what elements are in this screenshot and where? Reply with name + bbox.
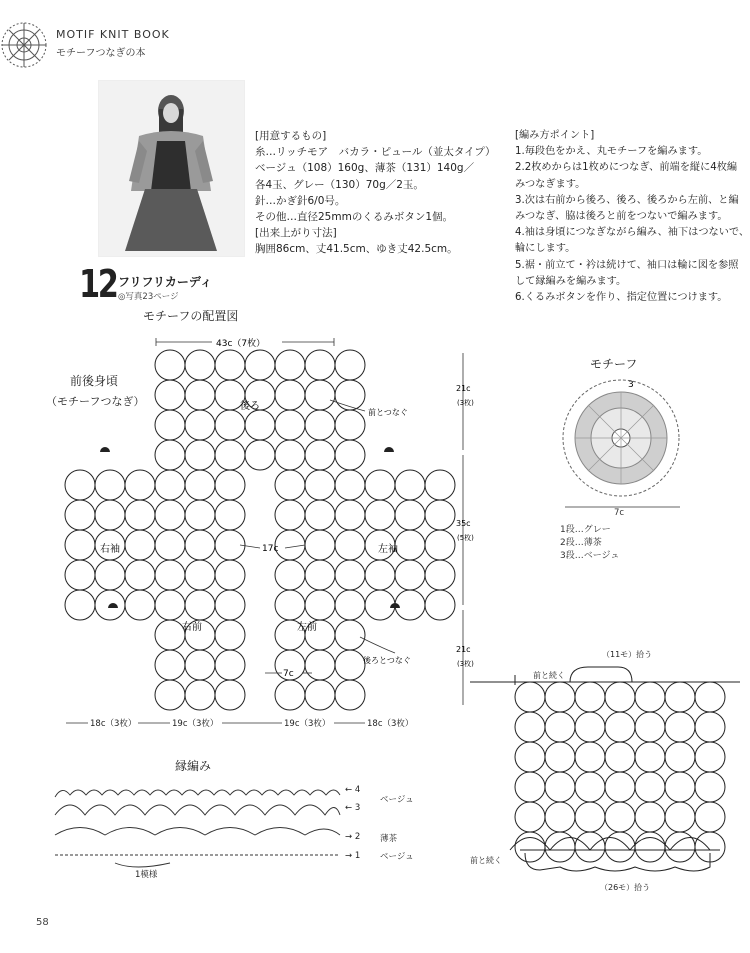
motif-circle [335, 350, 365, 380]
edging-row-arrow-2: → 2 [345, 832, 361, 842]
body-section-label: 前後身頃 [70, 374, 119, 388]
motif-title: モチーフ [590, 357, 638, 371]
dim-17c: 17c [262, 544, 279, 554]
knitting-points [515, 128, 750, 306]
motif-circle [335, 500, 365, 530]
motif-circle [425, 470, 455, 500]
materials-line: [用意するもの] [255, 130, 327, 142]
motif-circle [125, 530, 155, 560]
motif-circle [305, 470, 335, 500]
cuff-motif-circle [695, 772, 725, 802]
cuff-motif-circle [515, 832, 545, 862]
header-motif-icon [0, 14, 52, 76]
cuff-motif-circle [545, 802, 575, 832]
cuff-motif-circle [515, 802, 545, 832]
points-line: 3.次は右前から後ろ、後ろ、後ろから左前、と編 [515, 194, 739, 206]
cuff-bottom-continue: 前と続く [470, 856, 502, 865]
cuff-motif-circle [605, 682, 635, 712]
motif-circle [305, 650, 335, 680]
motif-circle [335, 560, 365, 590]
legend-round-3: 3段…ベージュ [560, 551, 620, 561]
pattern-number: 12 [79, 262, 117, 306]
motif-circle [185, 530, 215, 560]
motif-circle [275, 410, 305, 440]
motif-circle [305, 560, 335, 590]
motif-circle [335, 470, 365, 500]
motif-circle [275, 440, 305, 470]
motif-circle [155, 620, 185, 650]
motif-circle [245, 350, 275, 380]
dim-h3-b: (3枚) [457, 660, 474, 668]
points-line: 5.裾・前立て・衿は続けて、袖口は輪に図を参照 [515, 259, 739, 271]
motif-circle [185, 380, 215, 410]
motif-circle [155, 590, 185, 620]
motif-circle [395, 590, 425, 620]
motif-circle [275, 680, 305, 710]
right-front-label: 右前 [182, 622, 202, 633]
cuff-motif-circle [605, 832, 635, 862]
motif-circle [335, 590, 365, 620]
cuff-diagram [470, 645, 740, 895]
motif-circle [365, 560, 395, 590]
cuff-motif-circle [695, 712, 725, 742]
motif-circle [185, 350, 215, 380]
points-line: 輪にします。 [515, 243, 576, 255]
motif-circle [215, 590, 245, 620]
motif-circle [395, 500, 425, 530]
motif-circle [365, 500, 395, 530]
points-line: みつなぎます。 [515, 178, 586, 190]
motif-circle [335, 650, 365, 680]
edging-title: 縁編み [175, 759, 212, 773]
motif-circle [215, 470, 245, 500]
edging-chart [40, 775, 440, 885]
motif-circle [215, 350, 245, 380]
cuff-motif-circle [695, 802, 725, 832]
cuff-motif-circle [665, 802, 695, 832]
cuff-motif-circle [665, 682, 695, 712]
motif-circle [365, 590, 395, 620]
materials-line: その他…直径25mmのくるみボタン1個。 [255, 211, 453, 224]
cuff-motif-circle [545, 772, 575, 802]
motif-circle [215, 620, 245, 650]
right-sleeve-label: 右袖 [100, 544, 120, 555]
dim-7c: 7c [283, 669, 294, 679]
motif-circle [65, 560, 95, 590]
motif-circle [215, 410, 245, 440]
motif-layout-diagram [60, 325, 480, 735]
points-line: 4.袖は身頃につなぎながら編み、袖下はつないで、 [515, 227, 750, 239]
motif-circle [155, 380, 185, 410]
dim-bottom-2: 19c（3枚） [172, 719, 219, 729]
motif-circle [305, 380, 335, 410]
materials-line: 針…かぎ針6/0号。 [255, 194, 346, 207]
motif-circle [65, 470, 95, 500]
motif-circle [155, 470, 185, 500]
motif-circle [245, 410, 275, 440]
motif-circle [185, 560, 215, 590]
dim-h2-b: (5枚) [457, 534, 474, 542]
edging-repeat-label: 1模様 [135, 870, 158, 880]
cuff-motif-circle [605, 802, 635, 832]
motif-circle [275, 530, 305, 560]
cuff-motif-circle [545, 712, 575, 742]
motif-circle [275, 500, 305, 530]
points-line: 6.くるみボタンを作り、指定位置につけます。 [515, 292, 728, 304]
points-line: 1.毎段色をかえ、丸モチーフを編みます。 [515, 146, 708, 158]
join-front-note: 前とつなぐ [368, 408, 408, 417]
dim-bottom-4: 18c（3枚） [367, 719, 414, 729]
motif-circle [305, 440, 335, 470]
photo-reference: ◎写真23ページ [118, 292, 179, 302]
motif-circle [275, 350, 305, 380]
motif-circle [185, 440, 215, 470]
cuff-motif-circle [635, 832, 665, 862]
motif-circle [185, 410, 215, 440]
motif-circle [365, 470, 395, 500]
cuff-motif-circle [515, 742, 545, 772]
cuff-motif-circle [545, 832, 575, 862]
materials-line: 糸…リッチモア バカラ・ピュール（並太タイプ） [255, 146, 496, 159]
cuff-motif-circle [605, 772, 635, 802]
edging-row-arrow-4: ← 4 [345, 785, 361, 795]
dim-bottom-1: 18c（3枚） [90, 719, 137, 729]
cuff-motif-circle [575, 832, 605, 862]
points-line: [編み方ポイント] [515, 130, 595, 141]
materials-line: 各4玉、グレー（130）70g／2玉。 [255, 178, 424, 191]
motif-circle [65, 500, 95, 530]
dim-h2-a: 35c [456, 519, 471, 528]
pattern-name: フリフリカーディ [118, 275, 212, 289]
cuff-motif-circle [665, 712, 695, 742]
motif-circle [125, 500, 155, 530]
motif-circle [155, 350, 185, 380]
motif-circle [155, 410, 185, 440]
dim-h1-a: 21c [456, 384, 471, 393]
motif-circle [65, 590, 95, 620]
cuff-motif-circle [665, 742, 695, 772]
edging-row-1-color: ベージュ [380, 852, 414, 862]
motif-circle [305, 500, 335, 530]
cuff-motif-circle [635, 712, 665, 742]
dim-h1-b: (3枚) [457, 399, 474, 407]
motif-circle [395, 530, 425, 560]
cuff-top-continue: 前と続く [533, 671, 565, 680]
cuff-motif-circle [695, 682, 725, 712]
motif-size: 7c [614, 508, 625, 518]
cuff-motif-circle [575, 802, 605, 832]
cuff-top-pick: （11モ）拾う [602, 650, 653, 659]
motif-round-mark: 3 [628, 380, 634, 390]
motif-circle [65, 530, 95, 560]
motif-circle [215, 440, 245, 470]
cuff-motif-circle [575, 772, 605, 802]
motif-circle [95, 470, 125, 500]
motif-circle [155, 500, 185, 530]
motif-circle [395, 560, 425, 590]
materials-line: [出来上がり寸法] [255, 227, 337, 240]
motif-circle [95, 500, 125, 530]
layout-diagram-title: モチーフの配置図 [143, 309, 239, 323]
edging-row-arrow-1: → 1 [345, 851, 361, 861]
motif-circle [305, 350, 335, 380]
cuff-motif-circle [635, 682, 665, 712]
dim-h3-a: 21c [456, 645, 471, 654]
legend-round-1: 1段…グレー [560, 525, 611, 535]
motif-circle [425, 590, 455, 620]
cuff-motif-circle [635, 802, 665, 832]
legend-round-2: 2段…薄茶 [560, 538, 602, 548]
cuff-motif-circle [665, 832, 695, 862]
left-sleeve-label: 左袖 [378, 544, 398, 555]
motif-circle [305, 530, 335, 560]
join-back-note: 後ろとつなぐ [363, 656, 411, 665]
motif-circle [335, 530, 365, 560]
back-label: 後ろ [240, 401, 260, 412]
motif-circle [335, 440, 365, 470]
materials-line: ベージュ（108）160g、薄茶（131）140g／ [255, 162, 475, 175]
cuff-motif-circle [665, 772, 695, 802]
motif-circle [215, 560, 245, 590]
motif-circle [155, 440, 185, 470]
points-line: 2.2枚めからは1枚めにつなぎ、前端を縦に4枚編 [515, 162, 738, 174]
motif-circle [335, 410, 365, 440]
materials-block [255, 128, 495, 258]
motif-circle [275, 470, 305, 500]
cuff-motif-circle [635, 772, 665, 802]
model-photo [98, 80, 245, 257]
motif-circle [155, 680, 185, 710]
cuff-motif-circle [575, 682, 605, 712]
motif-circle [335, 680, 365, 710]
cuff-motif-circle [515, 772, 545, 802]
cuff-bottom-pick: （26モ）拾う [600, 883, 651, 892]
motif-circle [155, 560, 185, 590]
edging-row-arrow-3: ← 3 [345, 803, 361, 813]
cuff-motif-circle [605, 742, 635, 772]
motif-circle [185, 500, 215, 530]
cuff-motif-circle [545, 682, 575, 712]
header-subtitle: モチーフつなぎの本 [56, 48, 146, 59]
page-number: 58 [36, 917, 49, 928]
motif-circle [215, 680, 245, 710]
left-front-label: 左前 [297, 622, 317, 633]
motif-circle [245, 440, 275, 470]
edging-row-4-color: ベージュ [380, 795, 414, 805]
motif-circle [125, 590, 155, 620]
motif-circle [425, 560, 455, 590]
cuff-motif-circle [605, 712, 635, 742]
motif-circle [185, 650, 215, 680]
motif-color-legend [560, 524, 619, 563]
cuff-motif-circle [695, 742, 725, 772]
cuff-motif-circle [515, 682, 545, 712]
cuff-motif-circle [545, 742, 575, 772]
cuff-motif-circle [515, 712, 545, 742]
motif-circle [185, 470, 215, 500]
header-title: MOTIF KNIT BOOK [56, 28, 170, 41]
motif-circle [275, 380, 305, 410]
motif-circle [125, 560, 155, 590]
motif-circle [155, 650, 185, 680]
dim-total-width: 43c（7枚） [216, 339, 266, 349]
motif-circle [305, 410, 335, 440]
motif-circle [335, 620, 365, 650]
points-line: みつなぎ、脇は後ろと前をつないで編みます。 [515, 211, 728, 223]
motif-circle [275, 560, 305, 590]
cuff-motif-circle [575, 742, 605, 772]
motif-circle [425, 530, 455, 560]
motif-circle [215, 500, 245, 530]
motif-circle [185, 680, 215, 710]
motif-circle [275, 590, 305, 620]
motif-circle [125, 470, 155, 500]
cuff-motif-circle [635, 742, 665, 772]
cuff-motif-circle [575, 712, 605, 742]
motif-circle [305, 590, 335, 620]
body-section-sublabel: （モチーフつなぎ） [46, 395, 145, 408]
motif-circle [425, 500, 455, 530]
materials-line: 胸囲86cm、丈41.5cm、ゆき丈42.5cm。 [255, 243, 458, 256]
points-line: して縁編みを編みます。 [515, 275, 627, 287]
motif-circle [95, 560, 125, 590]
dim-bottom-3: 19c（3枚） [284, 719, 331, 729]
motif-circle [155, 530, 185, 560]
motif-circle [395, 470, 425, 500]
motif-circle [335, 380, 365, 410]
edging-row-2-color: 薄茶 [380, 834, 398, 844]
motif-diagram [555, 372, 690, 512]
motif-circle [185, 590, 215, 620]
motif-circle [215, 650, 245, 680]
motif-circle [305, 680, 335, 710]
